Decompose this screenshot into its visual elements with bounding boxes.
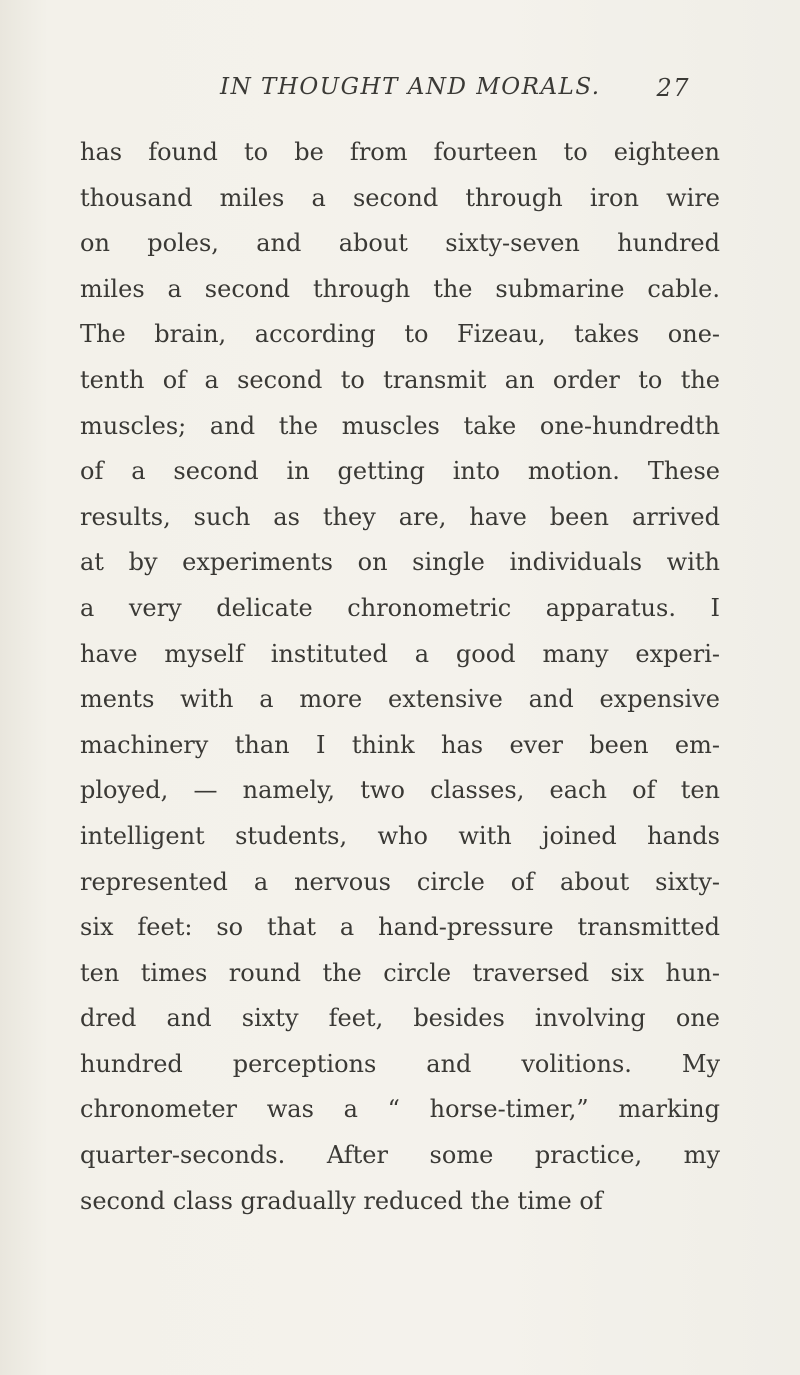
text-line: dred and sixty feet, besides involving one xyxy=(80,1004,720,1033)
text-line: six feet: so that a hand-pressure transmitted xyxy=(80,913,720,942)
text-line: machinery than I think has ever been em- xyxy=(80,730,720,759)
text-line: have myself instituted a good many experi- xyxy=(80,639,720,668)
text-line: has found to be from fourteen to eighteen xyxy=(80,138,720,166)
page-number: 27 xyxy=(656,74,690,102)
text-line: quarter-seconds. After some practice, my xyxy=(80,1141,720,1170)
text-line: at by experiments on single individuals with xyxy=(80,548,720,577)
text-line: results, such as they are, have been arrived xyxy=(80,502,720,531)
text-line: miles a second through the submarine cable. xyxy=(80,274,720,303)
text-line: muscles; and the muscles take one-hundredth xyxy=(80,411,720,440)
text-line: hundred perceptions and volitions. My xyxy=(80,1049,720,1078)
text-line: represented a nervous circle of about sixty- xyxy=(80,867,720,896)
text-line: ployed, — namely, two classes, each of ten xyxy=(80,776,720,805)
text-line: chronometer was a “ horse-timer,” marking xyxy=(80,1095,720,1124)
text-line: a very delicate chronometric apparatus. I xyxy=(80,593,720,622)
body-text xyxy=(80,130,720,1224)
text-line: on poles, and about sixty-seven hundred xyxy=(80,229,720,258)
text-line: The brain, according to Fizeau, takes one- xyxy=(80,320,720,349)
text-line: thousand miles a second through iron wire xyxy=(80,183,720,212)
text-line: ten times round the circle traversed six hun- xyxy=(80,958,720,987)
text-line: tenth of a second to transmit an order to the xyxy=(80,365,720,394)
running-title: IN THOUGHT AND MORALS. xyxy=(220,74,601,100)
text-line: of a second in getting into motion. These xyxy=(80,457,720,486)
text-line: intelligent students, who with joined hands xyxy=(80,821,720,850)
text-line: ments with a more extensive and expensive xyxy=(80,685,720,714)
text-line: second class gradually reduced the time of xyxy=(80,1186,603,1215)
running-head xyxy=(220,74,690,108)
